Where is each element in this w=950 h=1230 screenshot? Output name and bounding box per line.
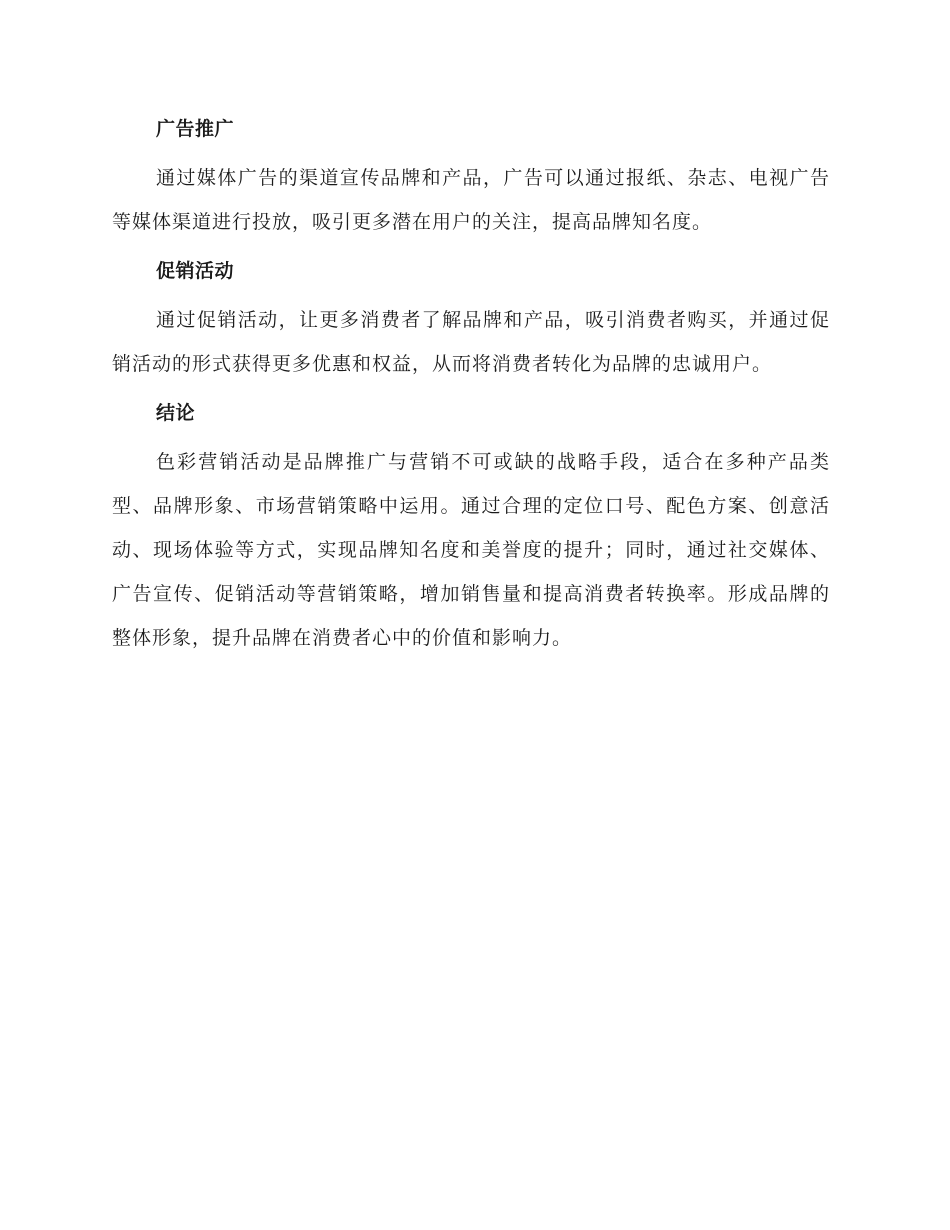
section-paragraph: 通过促销活动，让更多消费者了解品牌和产品，吸引消费者购买，并通过促销活动的形式获得更多优惠和权益，从而将消费者转化为品牌的忠诚用户。 <box>112 309 830 375</box>
section-heading: 促销活动 <box>156 260 235 282</box>
section-advertising <box>112 110 830 244</box>
document-body <box>112 110 830 668</box>
section-heading: 结论 <box>156 402 196 424</box>
section-paragraph: 通过媒体广告的渠道宣传品牌和产品，广告可以通过报纸、杂志、电视广告等媒体渠道进行投放，吸引更多潜在用户的关注，提高品牌知名度。 <box>112 167 830 233</box>
section-promotion <box>112 252 830 386</box>
section-conclusion <box>112 394 830 660</box>
section-heading: 广告推广 <box>156 118 235 140</box>
section-paragraph: 色彩营销活动是品牌推广与营销不可或缺的战略手段，适合在多种产品类型、品牌形象、市场营销策略中运用。通过合理的定位口号、配色方案、创意活动、现场体验等方式，实现品牌知名度和美誉度的提升；同时，通过社交媒体、广告宣传、促销活动等营销策略，增加销售量和提高消费者转换率。形成品牌的整体形象，提升品牌在消费者心中的价值和影响力。 <box>112 451 830 649</box>
